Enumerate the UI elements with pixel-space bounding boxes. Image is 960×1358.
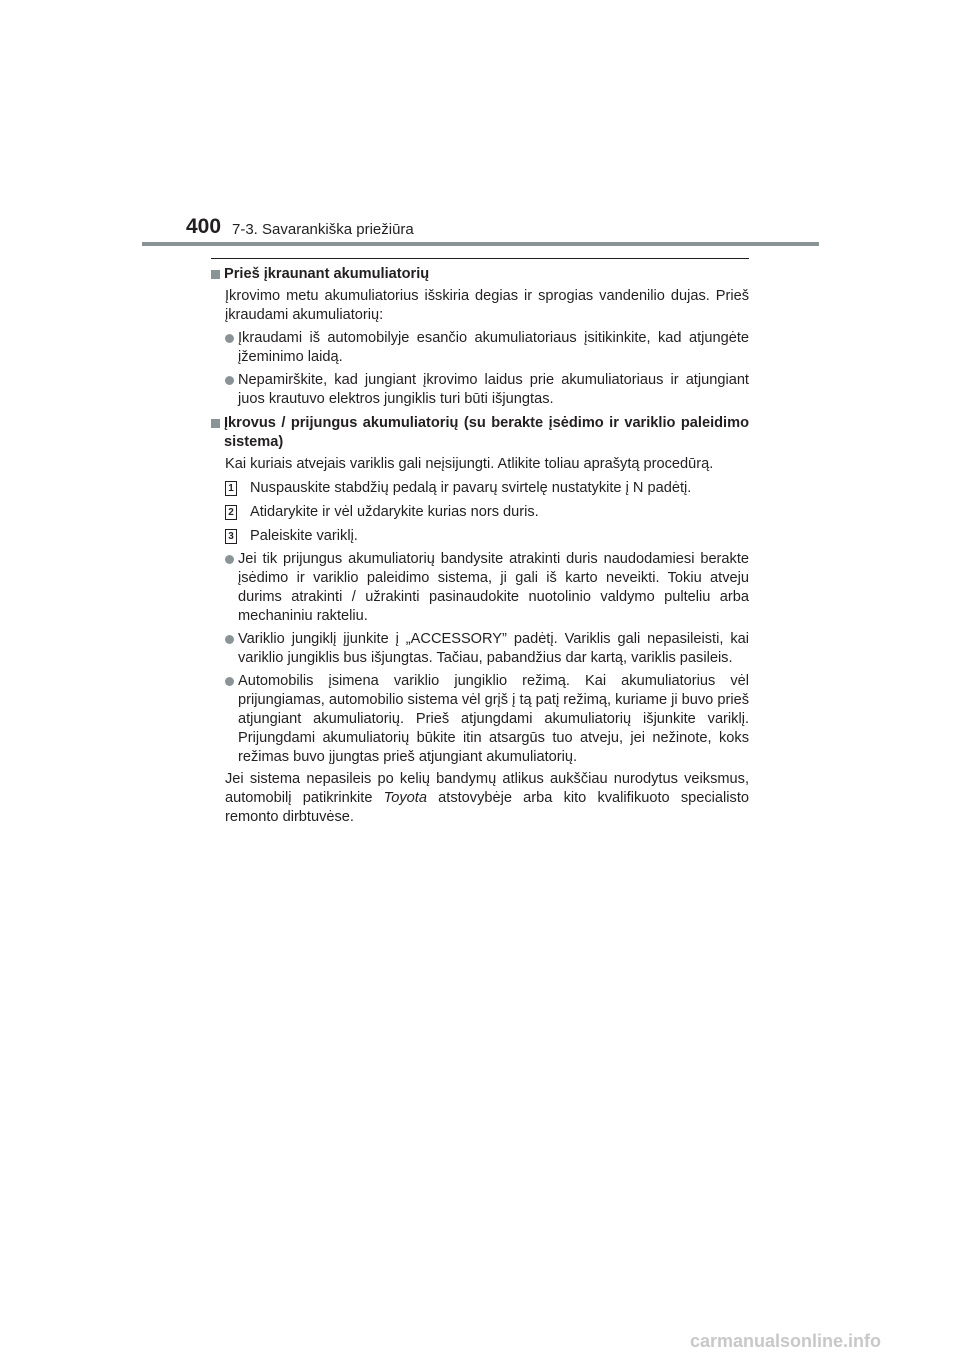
step-number-badge: 1 xyxy=(225,481,237,496)
circle-bullet-icon xyxy=(225,677,234,686)
list-item xyxy=(225,371,749,409)
list-item xyxy=(225,672,749,767)
list-item xyxy=(225,630,749,668)
step-text: Atidarykite ir vėl uždarykite kurias nors duris. xyxy=(250,504,539,520)
square-bullet-icon xyxy=(211,270,220,279)
section-title: 7-3. Savarankiška priežiūra xyxy=(232,221,414,238)
circle-bullet-icon xyxy=(225,334,234,343)
paragraph: Įkrovimo metu akumuliatorius išskiria degias ir sprogias vandenilio dujas. Prieš įkraudami akumuliatorių: xyxy=(225,288,749,323)
heading-text: Prieš įkraunant akumuliatorių xyxy=(224,266,430,282)
list-item-text: Nepamirškite, kad jungiant įkrovimo laidus prie akumuliatoriaus ir atjungiant juos krautuvo elektros jungiklis turi būti išjungtas. xyxy=(238,372,749,407)
list-item-text: Automobilis įsimena variklio jungiklio režimą. Kai akumuliatorius vėl prijungiamas, automobilio sistema vėl grįš į tą patį režimą, kuriame ji buvo prieš atjungiant akumuliatorių. Prieš atjungdami akumuliatorių išjunkite variklį. Prijungdami akumuliatorių būkite itin atsargūs tuo atveju, jei nežinote, koks režimas buvo įjungtas prieš atjungiant akumuliatorių. xyxy=(238,673,749,765)
square-bullet-icon xyxy=(211,419,220,428)
closing-paragraph xyxy=(225,770,749,827)
watermark: carmanualsonline.info xyxy=(690,1331,882,1351)
brand-name: Toyota xyxy=(383,790,427,806)
list-item-text: Įkraudami iš automobilyje esančio akumuliatoriaus įsitikinkite, kad atjungėte įžeminimo laidą. xyxy=(238,330,749,365)
section-heading-after-charging xyxy=(211,414,749,452)
step-number-badge: 3 xyxy=(225,529,237,544)
step-text: Nuspauskite stabdžių pedalą ir pavarų svirtelę nustatykite į N padėtį. xyxy=(250,480,692,496)
step-text: Paleiskite variklį. xyxy=(250,528,358,544)
closing-text-end: atstovybėje arba kito kvalifikuoto specialisto remonto dirbtuvėse. xyxy=(225,790,749,825)
header-divider xyxy=(142,242,819,246)
circle-bullet-icon xyxy=(225,635,234,644)
paragraph: Kai kuriais atvejais variklis gali neįsijungti. Atlikite toliau aprašytą procedūrą. xyxy=(225,456,714,472)
step-item xyxy=(225,479,749,498)
step-item xyxy=(225,527,749,546)
list-item xyxy=(225,550,749,626)
list-item xyxy=(225,329,749,367)
heading-text: Įkrovus / prijungus akumuliatorių (su berakte įsėdimo ir variklio paleidimo sistema) xyxy=(224,415,749,450)
circle-bullet-icon xyxy=(225,555,234,564)
closing-text-start: Jei sistema nepasileis po kelių bandymų atlikus aukščiau nurodytus veiksmus, automobilį patikrinkite xyxy=(225,771,749,806)
circle-bullet-icon xyxy=(225,376,234,385)
step-item xyxy=(225,503,749,522)
list-item-text: Jei tik prijungus akumuliatorių bandysite atrakinti duris naudodamiesi berakte įsėdimo ir variklio paleidimo sistema, ji gali iš karto neveikti. Tokiu atveju durims atrakinti / užrakinti pasinaudokite nuotolinio valdymo pulteliu arba mechaniniu rakteliu. xyxy=(238,551,749,624)
list-item-text: Variklio jungiklį įjunkite į „ACCESSORY” padėtį. Variklis gali nepasileisti, kai variklio jungiklis bus išjungtas. Tačiau, pabandžius dar kartą, variklis pasileis. xyxy=(238,631,749,666)
content-divider xyxy=(211,258,749,259)
step-number-badge: 2 xyxy=(225,505,237,520)
section-heading-charging xyxy=(211,265,749,284)
page-number: 400 xyxy=(186,215,222,238)
page-content xyxy=(211,258,749,827)
